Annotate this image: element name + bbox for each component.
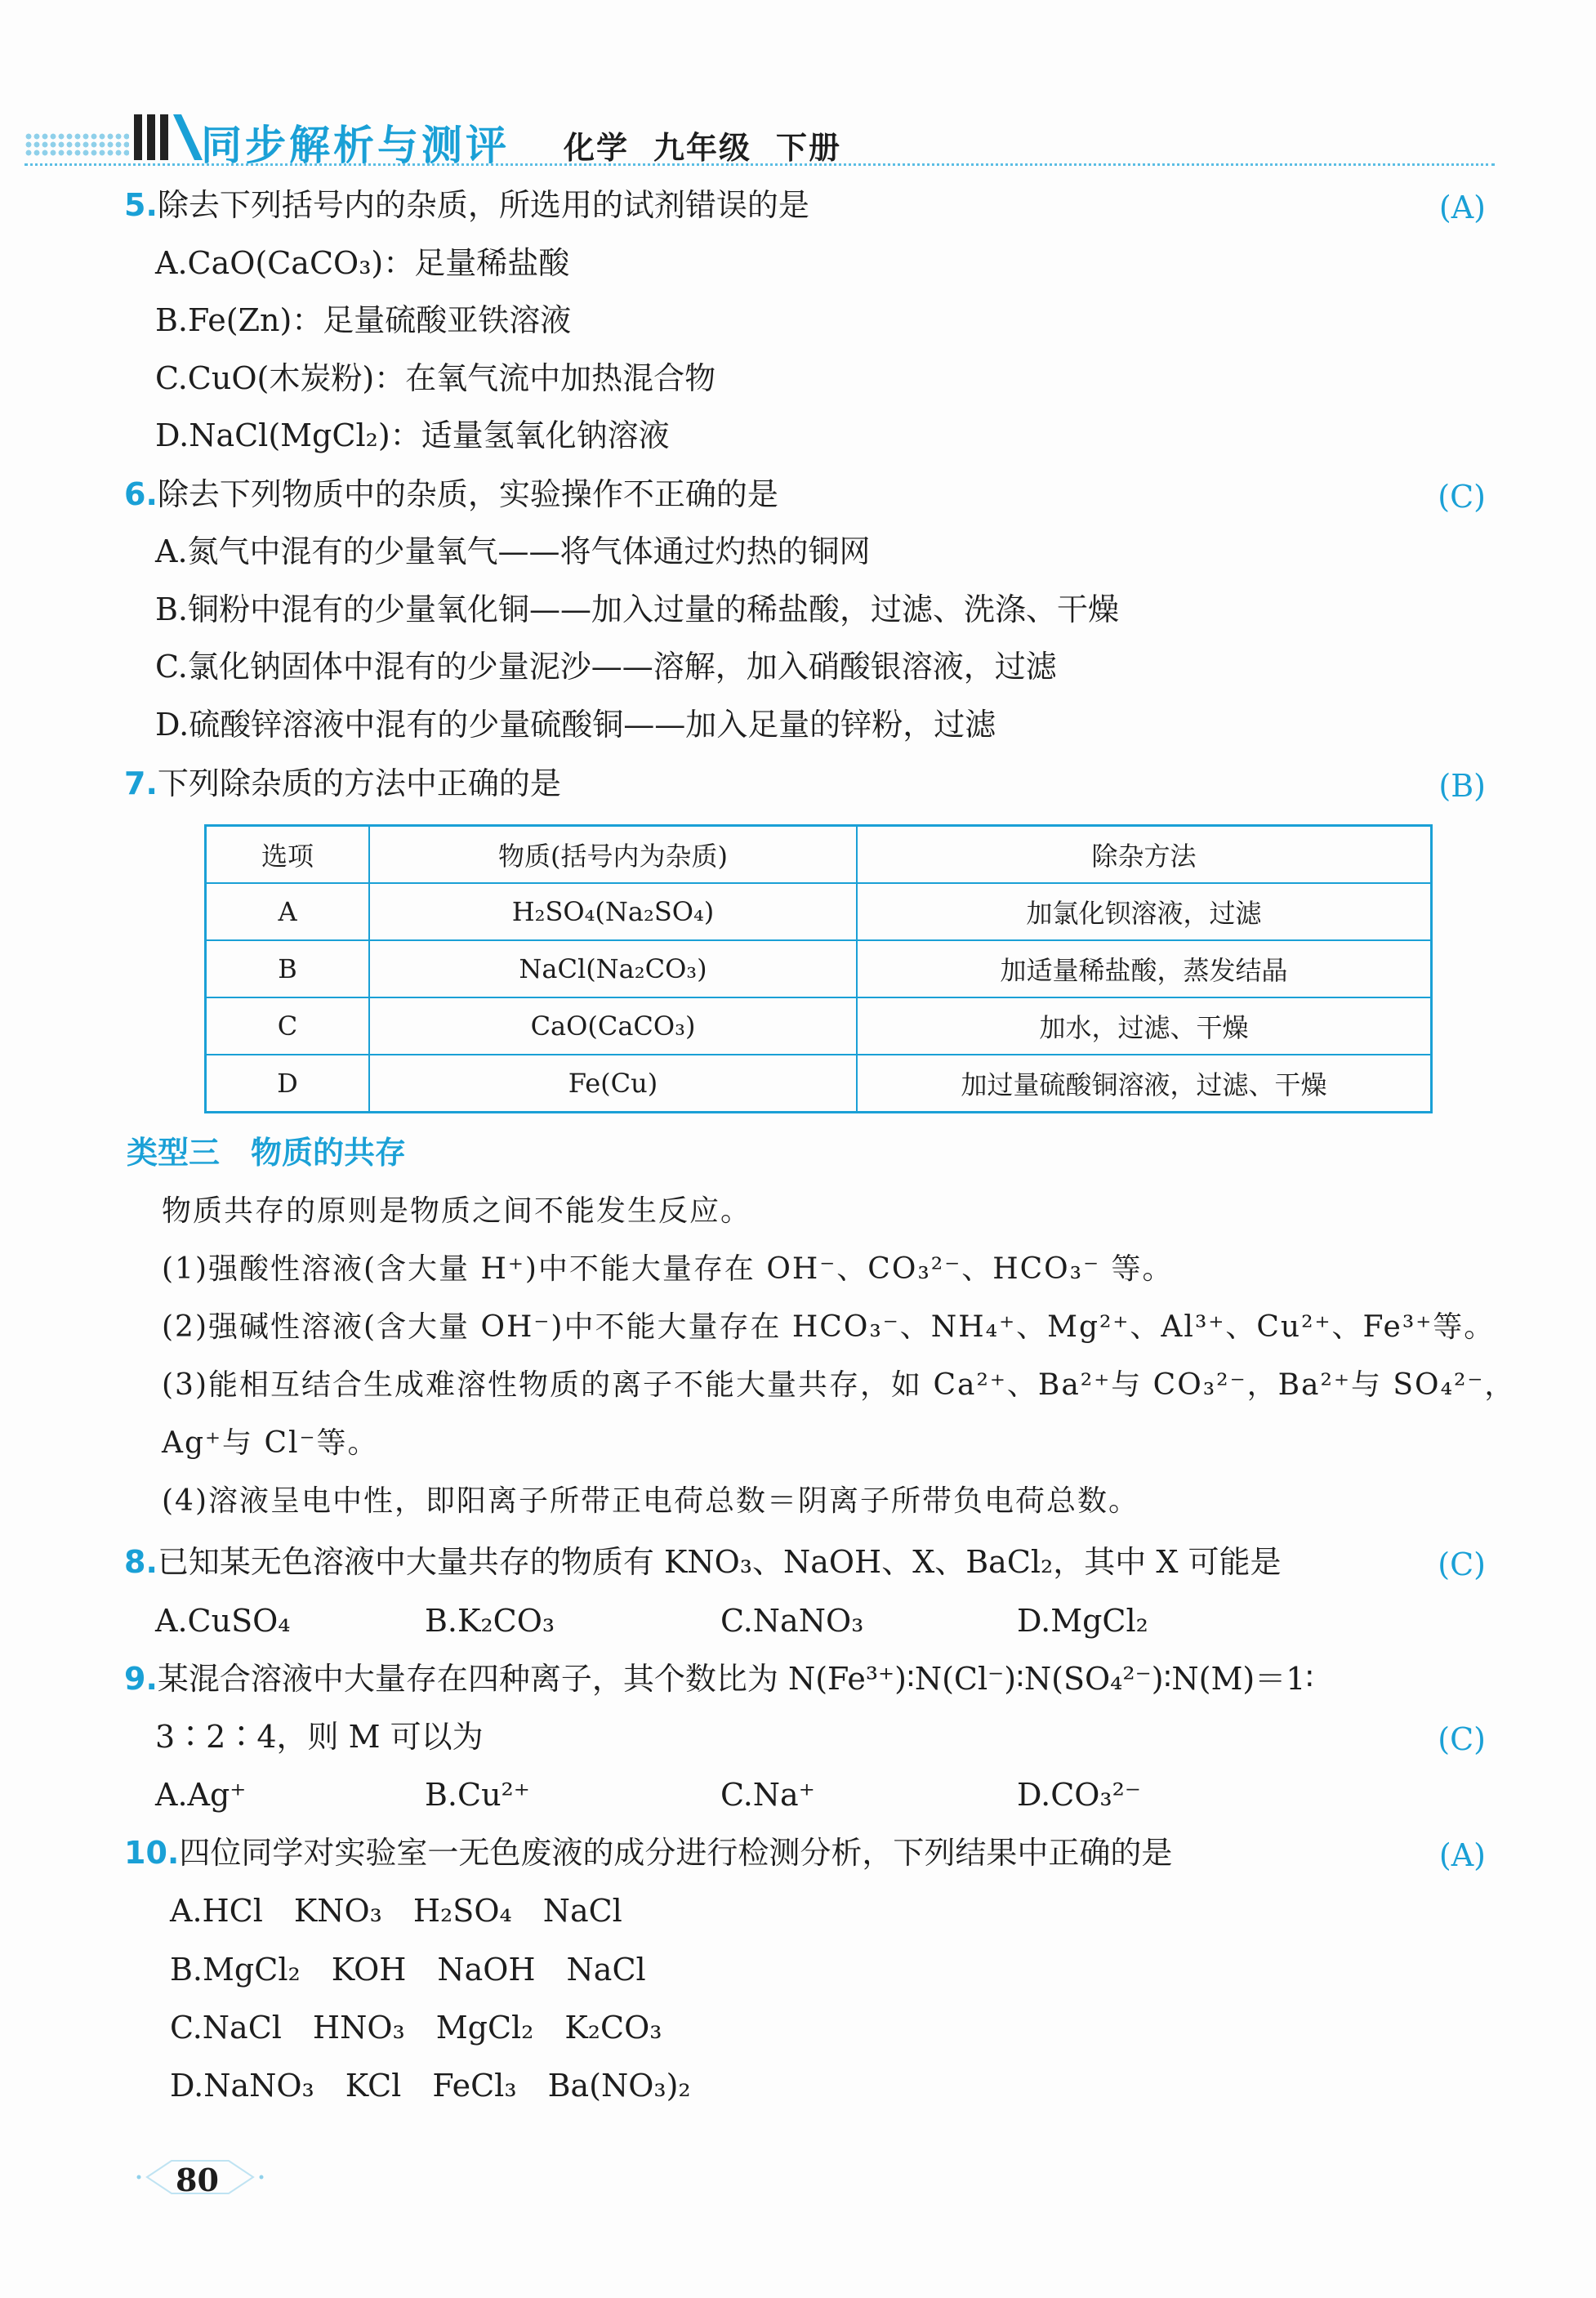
rule-3-line-1: (3)能相互结合生成难溶性物质的离子不能大量共存，如 Ca²⁺、Ba²⁺与 CO₃²⁻，Ba²⁺与 SO₄²⁻， [162, 1368, 1516, 1402]
book-subtitle [564, 123, 866, 167]
table-cell: C [206, 997, 370, 1055]
table-cell: 加适量稀盐酸，蒸发结晶 [857, 940, 1432, 997]
q10-option-d: D.NaNO₃ KCl FeCl₃ Ba(NO₃)₂ [170, 2068, 691, 2104]
table-header: 物质(括号内为杂质) [369, 826, 857, 884]
stem-text: 除去下列物质中的杂质，实验操作不正确的是 [157, 476, 778, 512]
rule-4: (4)溶液呈电中性，即阳离子所带正电荷总数＝阴离子所带负电荷总数。 [162, 1484, 1139, 1518]
question-5-answer: (A) [1438, 190, 1486, 225]
book-title: 同步解析与测评 [201, 122, 510, 169]
table-cell: B [206, 940, 370, 997]
grade: 九年级 [653, 130, 752, 166]
question-9-answer: (C) [1438, 1721, 1486, 1757]
stem-text: 除去下列括号内的杂质，所选用的试剂错误的是 [157, 187, 809, 223]
question-8-answer: (C) [1438, 1546, 1486, 1582]
question-9-stem-line-1 [124, 1661, 1314, 1697]
table-row [206, 883, 1432, 940]
question-number: 8. [124, 1544, 158, 1580]
table-cell: 加过量硫酸铜溶液，过滤、干燥 [857, 1055, 1432, 1113]
rule-2: (2)强碱性溶液(含大量 OH⁻)中不能大量存在 HCO₃⁻、NH₄⁺、Mg²⁺、Al³⁺、Cu²⁺、Fe³⁺等。 [162, 1310, 1496, 1344]
table-header-row [206, 826, 1432, 884]
table-header: 除杂方法 [857, 826, 1432, 884]
question-10-stem [124, 1835, 1173, 1871]
q9-option-b: B.Cu²⁺ [425, 1777, 530, 1813]
question-6-stem [124, 476, 778, 512]
header-dots-decoration [25, 132, 129, 157]
volume: 下册 [776, 130, 842, 166]
table-cell: NaCl(Na₂CO₃) [369, 940, 857, 997]
question-7-answer: (B) [1438, 768, 1486, 804]
question-number: 10. [124, 1835, 180, 1871]
section-intro: 物质共存的原则是物质之间不能发生反应。 [162, 1194, 752, 1228]
table-cell: Fe(Cu) [369, 1055, 857, 1113]
q9-option-a: A.Ag⁺ [155, 1777, 247, 1813]
q5-option-b: B.Fe(Zn)：足量硫酸亚铁溶液 [155, 302, 572, 338]
table-cell: 加水，过滤、干燥 [857, 997, 1432, 1055]
q8-option-c: C.NaNO₃ [720, 1603, 864, 1639]
q6-option-b: B.铜粉中混有的少量氧化铜——加入过量的稀盐酸，过滤、洗涤、干燥 [155, 591, 1120, 627]
table-row [206, 997, 1432, 1055]
q10-option-b: B.MgCl₂ KOH NaOH NaCl [170, 1952, 646, 1988]
q9-option-c: C.Na⁺ [720, 1777, 815, 1813]
table-cell: 加氯化钡溶液，过滤 [857, 883, 1432, 940]
table-header: 选项 [206, 826, 370, 884]
question-8-stem [124, 1544, 1282, 1580]
q8-option-b: B.K₂CO₃ [425, 1603, 555, 1639]
table-cell: H₂SO₄(Na₂SO₄) [369, 883, 857, 940]
rule-1: (1)强酸性溶液(含大量 H⁺)中不能大量存在 OH⁻、CO₃²⁻、HCO₃⁻ 等。 [162, 1252, 1174, 1286]
q8-option-a: A.CuSO₄ [155, 1603, 291, 1639]
q10-option-a: A.HCl KNO₃ H₂SO₄ NaCl [170, 1893, 622, 1929]
stem-text: 已知某无色溶液中大量共存的物质有 KNO₃、NaOH、X、BaCl₂，其中 X 可能是 [157, 1544, 1282, 1580]
section-title: 类型三 物质的共存 [127, 1135, 407, 1171]
stem-text: 某混合溶液中大量存在四种离子，其个数比为 N(Fe³⁺)∶N(Cl⁻)∶N(SO₄²⁻)∶N(M)＝1∶ [157, 1661, 1314, 1697]
header-divider [25, 163, 1495, 166]
table-cell: D [206, 1055, 370, 1113]
q10-option-c: C.NaCl HNO₃ MgCl₂ K₂CO₃ [170, 2010, 662, 2046]
question-7-table [204, 824, 1433, 1113]
table-row [206, 940, 1432, 997]
table-row [206, 1055, 1432, 1113]
q6-option-c: C.氯化钠固体中混有的少量泥沙——溶解，加入硝酸银溶液，过滤 [155, 649, 1057, 685]
question-10-answer: (A) [1438, 1837, 1486, 1873]
question-number: 9. [124, 1661, 158, 1697]
question-6-answer: (C) [1438, 479, 1486, 515]
question-number: 7. [124, 765, 158, 801]
q9-option-d: D.CO₃²⁻ [1017, 1777, 1141, 1813]
question-7-stem [124, 765, 561, 801]
q5-option-a: A.CaO(CaCO₃)：足量稀盐酸 [155, 245, 570, 281]
question-9-stem-line-2: 3∶2∶4，则 M 可以为 [155, 1719, 484, 1755]
question-number: 5. [124, 187, 158, 223]
q8-option-d: D.MgCl₂ [1017, 1603, 1148, 1639]
table-cell: A [206, 883, 370, 940]
rule-3-line-2: Ag⁺与 Cl⁻等。 [162, 1426, 379, 1460]
q5-option-c: C.CuO(木炭粉)：在氧气流中加热混合物 [155, 360, 716, 396]
subject: 化学 [564, 130, 630, 166]
page-number: 80 [176, 2162, 219, 2198]
question-number: 6. [124, 476, 158, 512]
q5-option-d: D.NaCl(MgCl₂)：适量氢氧化钠溶液 [155, 417, 670, 453]
table-cell: CaO(CaCO₃) [369, 997, 857, 1055]
books-logo-icon [131, 109, 206, 163]
q6-option-d: D.硫酸锌溶液中混有的少量硫酸铜——加入足量的锌粉，过滤 [155, 707, 996, 743]
q6-option-a: A.氮气中混有的少量氧气——将气体通过灼热的铜网 [155, 533, 871, 569]
stem-text: 四位同学对实验室一无色废液的成分进行检测分析，下列结果中正确的是 [179, 1835, 1173, 1871]
stem-text: 下列除杂质的方法中正确的是 [157, 765, 561, 801]
question-5-stem [124, 187, 809, 223]
